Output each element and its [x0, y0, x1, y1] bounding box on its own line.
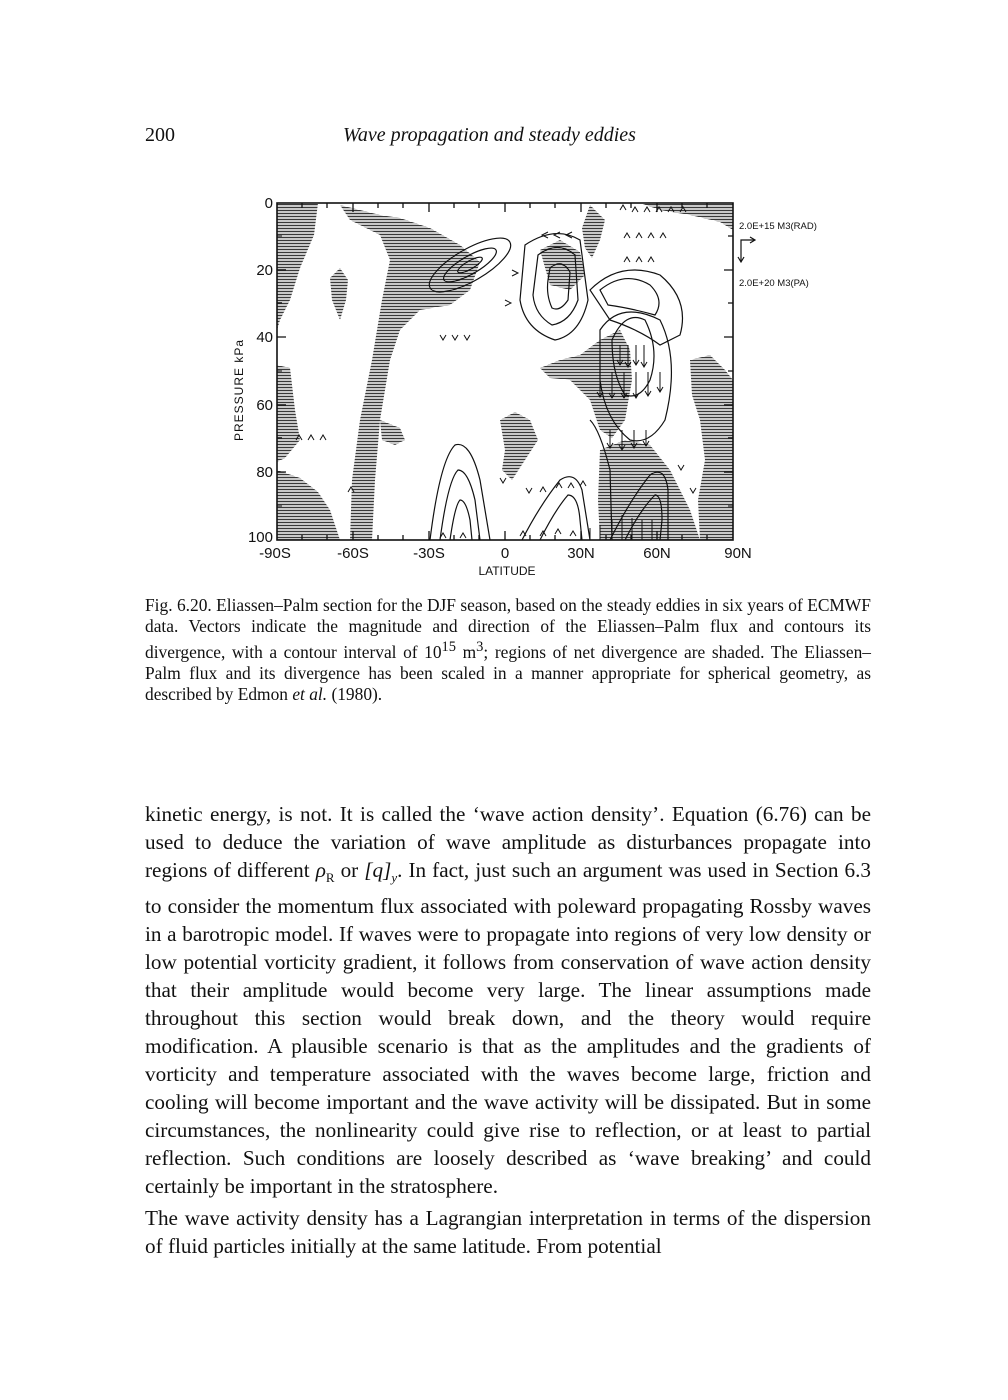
x-tick-label: 90N: [724, 545, 752, 562]
paragraph: [145, 1204, 871, 1260]
y-tick-label: 60: [256, 397, 273, 414]
x-tick-label: 60N: [643, 545, 671, 562]
page-number: 200: [145, 124, 175, 146]
body-text: [145, 800, 871, 1260]
paragraph: [145, 800, 871, 1200]
rho-symbol: ρ: [315, 858, 326, 882]
caption-etal: et al.: [292, 683, 328, 704]
y-tick-label: 0: [264, 195, 273, 212]
x-tick-label: -60S: [337, 545, 369, 562]
caption-unit: m: [456, 641, 477, 662]
x-tick-label: 30N: [567, 545, 595, 562]
caption-year: (1980).: [327, 683, 383, 704]
horizontal-scale-label: 2.0E+15 M3(RAD): [739, 221, 817, 232]
paragraph-text: The wave activity density has a Lagrangian interpretation in terms of the dispersion of fluid particles initially at the same latitude. From potential: [145, 1206, 871, 1259]
ep-section-figure: [0, 0, 1008, 600]
caption-text: Eliassen–Palm section for the DJF season, based on the steady eddies in six years of ECMWF data. Vectors indicate the magnitude and direction of the Eliassen–Palm flux and contours its divergence, with a contour interval of 10: [145, 595, 871, 662]
shaded-divergence-regions: [277, 203, 733, 540]
x-tick-label: -30S: [413, 545, 445, 562]
paragraph-text: . In fact, just such an argument was used in Section 6.3 to consider the momentum flux associated with poleward propagating Rossby waves in a barotropic model. If waves were to propagate into regions of very low density or low potential vorticity gradient, it follows from conservation of wave action density that their amplitude would become very large. The linear assumptions made throughout this section would break down, and the theory would require modification. A plausible scenario is that as the amplitudes and the gradients of vorticity and temperature associated with the waves become large, friction and cooling will become important and the wave activity will be dissipated. But in some circumstances, the nonlinearity could give rise to reflection, or at least to partial reflection. Such conditions are loosely described as ‘wave breaking’ and could certainly be important in the stratosphere.: [145, 858, 871, 1199]
q-symbol: [q]: [364, 858, 392, 882]
caption-text: ; regions of net divergence are shaded. The Eliassen–Palm flux and its divergence has been scaled in a manner appropriate for spherical geometry, as described by Edmon: [145, 641, 872, 704]
x-tick-label: -90S: [259, 545, 291, 562]
y-axis-label: PRESSURE kPa: [232, 338, 246, 442]
caption-sup: 15: [441, 639, 457, 655]
x-tick-label: 0: [500, 545, 510, 562]
scale-legend: [738, 221, 817, 289]
rho-subscript: R: [325, 870, 335, 886]
y-tick-label: 40: [256, 329, 273, 346]
caption-label: Fig. 6.20.: [145, 595, 212, 615]
y-tick-label: 20: [256, 262, 273, 279]
caption-sup: 3: [476, 639, 484, 655]
y-tick-labels: [248, 195, 273, 546]
running-title: Wave propagation and steady eddies: [343, 124, 636, 146]
x-axis-label: LATITUDE: [478, 564, 536, 578]
y-tick-label: 80: [256, 464, 273, 481]
x-tick-labels: [259, 545, 752, 562]
y-tick-label: 100: [247, 529, 273, 546]
paragraph-text: kinetic energy, is not. It is called the ‘wave action density’. Equation (6.76) can be used to deduce the variation of wave amplitude as disturbances propagate into regions of different: [145, 802, 871, 882]
q-subscript: y: [391, 870, 398, 886]
figure-caption: [145, 595, 871, 705]
paragraph-text: or: [334, 858, 365, 882]
vertical-scale-label: 2.0E+20 M3(PA): [739, 278, 809, 289]
